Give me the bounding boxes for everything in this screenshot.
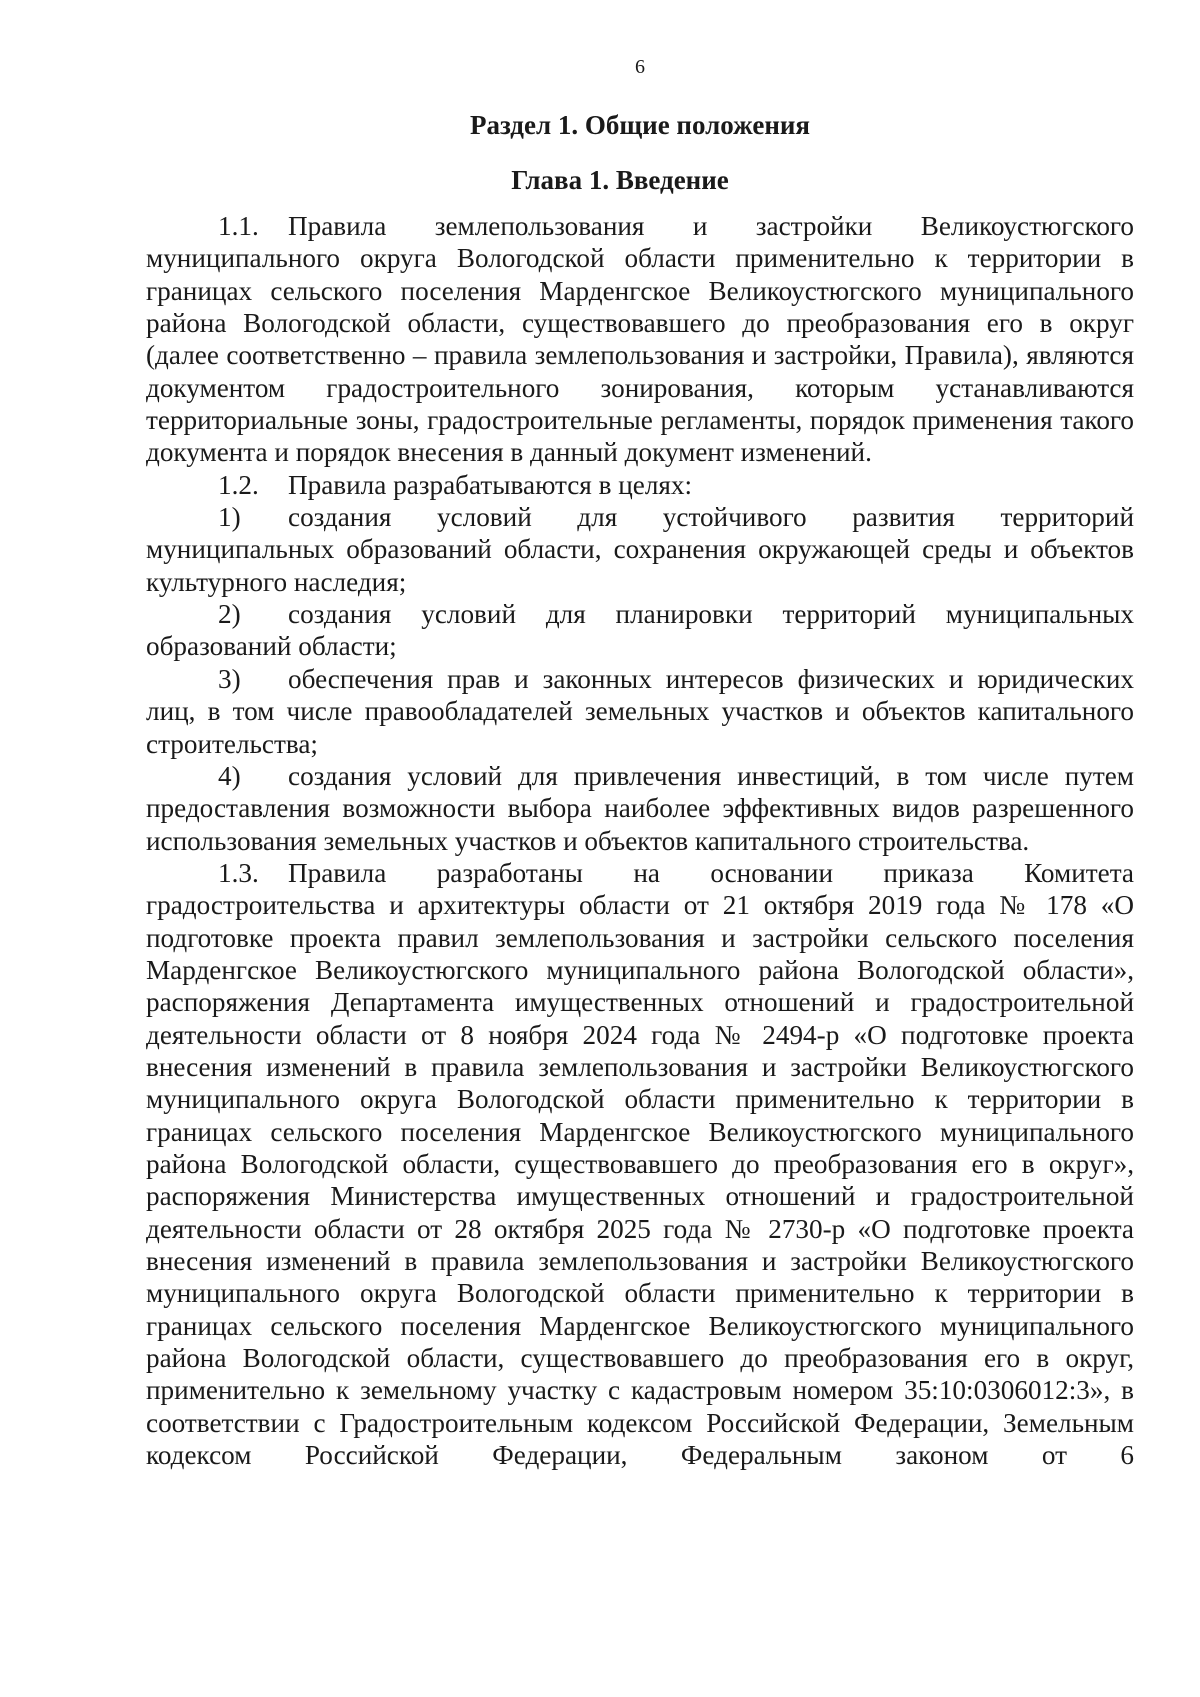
paragraph-1-2 — [146, 469, 1134, 501]
list-item-4 — [146, 760, 1134, 857]
paragraph-text: Правила разрабатываются в целях: — [288, 469, 693, 500]
list-item-number: 1) — [218, 502, 241, 533]
paragraph-number: 1.2. — [218, 469, 259, 500]
list-item-text: создания условий для устойчивого развития территорий муниципальных образований области, сохранения окружающей среды и объектов культурного наследия; — [146, 502, 1134, 597]
list-item-1 — [146, 501, 1134, 598]
list-item-number: 2) — [218, 599, 241, 630]
chapter-title: Глава 1. Введение — [511, 165, 729, 195]
list-item-number: 4) — [218, 760, 241, 791]
document-body — [146, 210, 1134, 1471]
page-number: 6 — [635, 56, 645, 78]
paragraph-text: Правила землепользования и застройки Великоустюгского муниципального округа Вологодской области применительно к территории в границах сельского поселения Марденгское Великоустюгского муниципального района Вологодской области, существовавшего до преобразования его в округ (далее соответственно – правила землепользования и застройки, Правила), являются документом градостроительного зонирования, которым устанавливаются территориальные зоны, градостроительные регламенты, порядок применения такого документа и порядок внесения в данный документ изменений. — [146, 211, 1134, 468]
section-title: Раздел 1. Общие положения — [469, 110, 811, 140]
list-item-text: обеспечения прав и законных интересов физических и юридических лиц, в том числе правообладателей земельных участков и объектов капитального строительства; — [146, 663, 1134, 759]
paragraph-text: Правила разработаны на основании приказа Комитета градостроительства и архитектуры области от 21 октября 2019 года № 178 «О подготовке проекта правил землепользования и застройки сельского поселения Марденгское Великоустюгского муниципального района Вологодской области», распоряжения Департамента имущественных отношений и градостроительной деятельности области от 8 ноября 2024 года № 2494-р «О подготовке проекта внесения изменений в правила землепользования и застройки Великоустюгского муниципального округа Вологодской области применительно к территории в границах сельского поселения Марденгское Великоустюгского муниципального района Вологодской области, существовавшего до преобразования его в округ», распоряжения Министерства имущественных отношений и градостроительной деятельности области от 28 октября 2025 года № 2730-р «О подготовке проекта внесения изменений в правила землепользования и застройки Великоустюгского муниципального округа Вологодской области применительно к территории в границах сельского поселения Марденгское Великоустюгского муниципального района Вологодской области, существовавшего до преобразования его в округ, применительно к земельному участку с кадастровым номером 35:10:0306012:3», в соответствии с Градостроительным кодексом Российской Федерации, Земельным кодексом Российской Федерации, Федеральным законом от 6 — [146, 857, 1134, 1471]
list-item-text: создания условий для планировки территорий муниципальных образований области; — [146, 599, 1134, 662]
list-item-number: 3) — [218, 663, 241, 694]
paragraph-number: 1.3. — [218, 857, 259, 888]
paragraph-1-1 — [146, 210, 1134, 469]
paragraph-1-3 — [146, 857, 1134, 1472]
list-item-3 — [146, 663, 1134, 760]
list-item-2 — [146, 598, 1134, 663]
list-item-text: создания условий для привлечения инвестиций, в том числе путем предоставления возможности выбора наиболее эффективных видов разрешенного использования земельных участков и объектов капитального строительства. — [146, 760, 1134, 856]
paragraph-number: 1.1. — [218, 211, 259, 241]
